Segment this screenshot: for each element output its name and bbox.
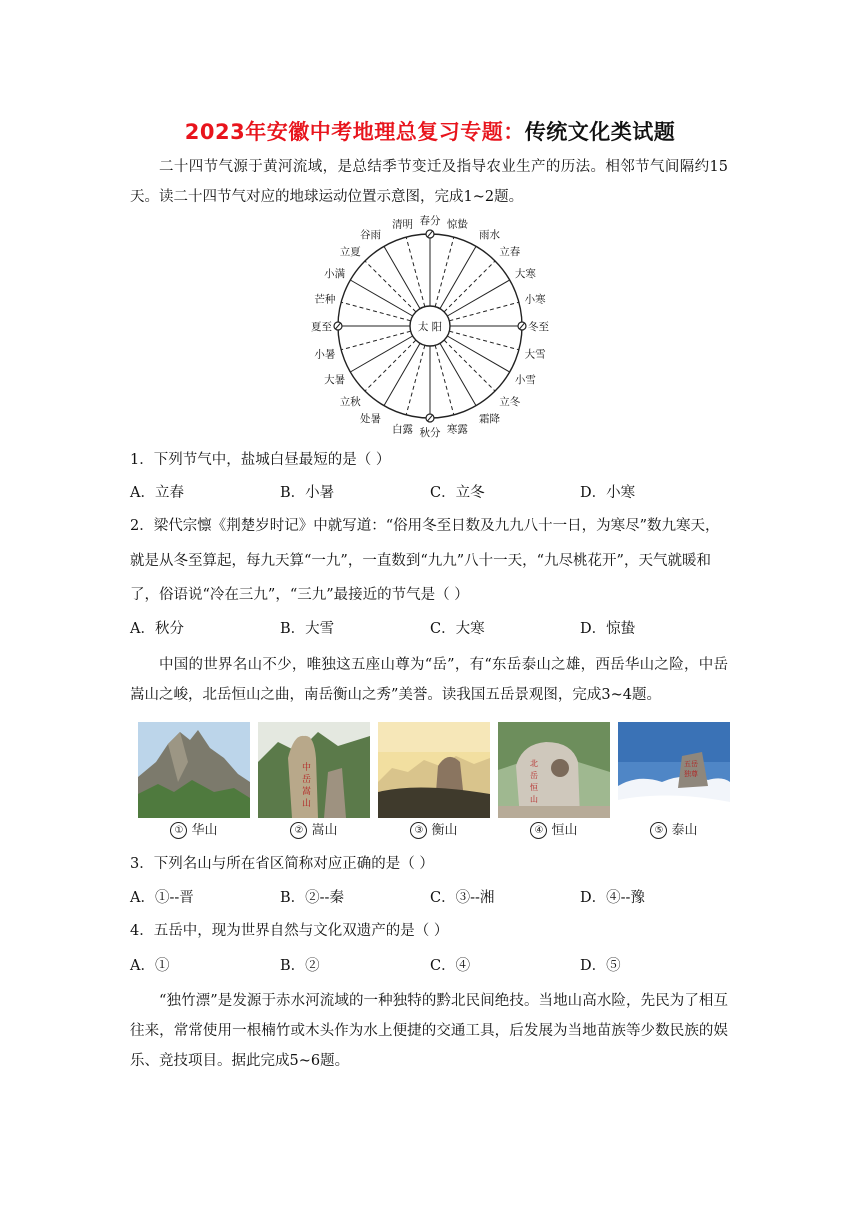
hengshan-north-photo: [498, 722, 610, 818]
taishan-photo: [618, 722, 730, 818]
taishan-caption: ⑤ 泰山: [618, 820, 730, 842]
term-label: 立夏: [339, 246, 361, 259]
sun-label: 太 阳: [417, 321, 443, 333]
q4-options: [130, 955, 730, 977]
term-label: 大暑: [324, 374, 346, 386]
q1-option-d: D．小寒: [580, 485, 636, 501]
term-spoke: [444, 261, 495, 312]
page-title: [0, 116, 860, 146]
hengshan-south-caption: ③ 衡山: [378, 820, 490, 842]
term-spoke: [406, 237, 425, 307]
term-spoke: [447, 280, 509, 316]
songshan-photo: [258, 722, 370, 818]
term-spoke: [350, 336, 412, 372]
term-spoke: [365, 261, 416, 312]
hengshan-north-caption: ④ 恒山: [498, 820, 610, 842]
term-label: 立秋: [339, 395, 361, 408]
term-spoke: [449, 331, 519, 350]
huashan-photo: [138, 722, 250, 818]
term-label: 夏至: [311, 321, 332, 333]
term-label: 芒种: [314, 293, 336, 306]
term-label: 惊蛰: [446, 218, 468, 231]
term-label: 立春: [499, 246, 521, 259]
q4-option-c: C．④: [430, 958, 471, 974]
term-spoke: [435, 345, 454, 415]
q1-option-c: C．立冬: [430, 485, 485, 501]
q3-option-c: C．③--湘: [430, 890, 495, 906]
q1-option-b: B．小暑: [280, 485, 335, 501]
q2-stem-line-2: 就是从冬至算起，每九天算“一九”，一直数到“九九”八十一天，“九尽桃花开”，天气就暖和: [130, 553, 711, 569]
hengshan-south-photo: [378, 722, 490, 818]
term-label: 谷雨: [360, 229, 381, 242]
term-spoke: [365, 340, 416, 391]
term-spoke: [449, 302, 519, 321]
term-label: 秋分: [419, 427, 441, 439]
svg-text:嵩: 嵩: [302, 787, 312, 797]
songshan-caption: ② 嵩山: [258, 820, 370, 842]
q1-option-a: A．立春: [130, 485, 184, 501]
q3-stem: 3．下列名山与所在省区简称对应正确的是（ ）: [130, 856, 434, 872]
term-label: 大雪: [524, 348, 546, 361]
svg-text:山: 山: [530, 795, 538, 804]
term-label: 处暑: [360, 412, 381, 425]
term-label: 小满: [324, 268, 346, 280]
term-spoke: [384, 343, 420, 405]
term-label: 霜降: [479, 412, 500, 425]
term-label: 清明: [392, 218, 414, 231]
five-mountains-photos: [138, 722, 730, 844]
q4-stem: 4．五岳中，现为世界自然与文化双遗产的是（ ）: [130, 923, 449, 939]
term-spoke: [435, 237, 454, 307]
q3-option-a: A．①--晋: [130, 890, 194, 906]
q2-option-a: A．秋分: [130, 621, 184, 637]
svg-text:恒: 恒: [530, 783, 538, 792]
solar-terms-diagram: [300, 212, 560, 442]
svg-text:北: 北: [530, 759, 538, 768]
q3-option-d: D．④--豫: [580, 890, 645, 906]
term-spoke: [384, 246, 420, 308]
svg-text:独尊: 独尊: [684, 770, 698, 778]
term-label: 冬至: [528, 321, 549, 333]
term-spoke: [406, 345, 425, 415]
svg-text:中: 中: [302, 763, 312, 773]
term-spoke: [440, 246, 476, 308]
term-label: 小雪: [514, 374, 536, 386]
term-label: 白露: [392, 423, 414, 436]
q2-stem-line-1: 2．梁代宗懔《荆楚岁时记》中就写道：“俗用冬至日数及九九八十一日，为寒尽”数九寒天，: [130, 518, 720, 534]
q2-option-c: C．大寒: [430, 621, 485, 637]
term-label: 大寒: [514, 268, 536, 280]
q1-options: [130, 482, 730, 504]
q2-option-b: B．大雪: [280, 621, 335, 637]
term-spoke: [350, 280, 412, 316]
term-spoke: [341, 302, 411, 321]
svg-text:岳: 岳: [302, 775, 312, 785]
q2-option-d: D．惊蛰: [580, 621, 636, 637]
q4-option-d: D．⑤: [580, 958, 621, 974]
term-spoke: [341, 331, 411, 350]
svg-text:岳: 岳: [530, 771, 538, 780]
intro-five-mountains: 中国的世界名山不少，唯独这五座山尊为“岳”，有“东岳泰山之雄，西岳华山之险，中岳嵩山之峻，北岳恒山之曲，南岳衡山之秀”美誉。读我国五岳景观图，完成3~4题。: [130, 657, 728, 703]
q3-option-b: B．②--秦: [280, 890, 344, 906]
term-label: 寒露: [446, 423, 468, 436]
q4-option-a: A．①: [130, 958, 170, 974]
term-label: 雨水: [479, 229, 500, 242]
term-spoke: [440, 343, 476, 405]
term-spoke: [447, 336, 509, 372]
title-black: 传统文化类试题: [524, 120, 676, 144]
svg-text:山: 山: [302, 799, 312, 809]
q3-options: [130, 887, 730, 909]
q2-stem-line-3: 了，俗语说“冷在三九”，“三九”最接近的节气是（ ）: [130, 587, 469, 603]
intro-solar-terms: 二十四节气源于黄河流域，是总结季节变迁及指导农业生产的历法。相邻节气间隔约15天。读二十四节气对应的地球运动位置示意图，完成1~2题。: [130, 159, 728, 205]
svg-text:五岳: 五岳: [684, 760, 698, 768]
huashan-caption: ① 华山: [138, 820, 250, 842]
term-label: 春分: [419, 215, 441, 227]
q1-stem: 1．下列节气中，盐城白昼最短的是（ ）: [130, 452, 391, 468]
q2-options: [130, 618, 730, 640]
term-label: 小暑: [314, 348, 336, 361]
term-spoke: [444, 340, 495, 391]
q4-option-b: B．②: [280, 958, 320, 974]
term-label: 小寒: [524, 293, 546, 306]
title-red: 2023年安徽中考地理总复习专题：: [184, 120, 525, 144]
intro-duzhupiao: “独竹漂”是发源于赤水河流域的一种独特的黔北民间绝技。当地山高水险，先民为了相互往来，常常使用一根楠竹或木头作为水上便捷的交通工具，后发展为当地苗族等少数民族的娱乐、竞技项目。据此完成5~6题。: [130, 993, 728, 1069]
term-label: 立冬: [499, 395, 521, 408]
